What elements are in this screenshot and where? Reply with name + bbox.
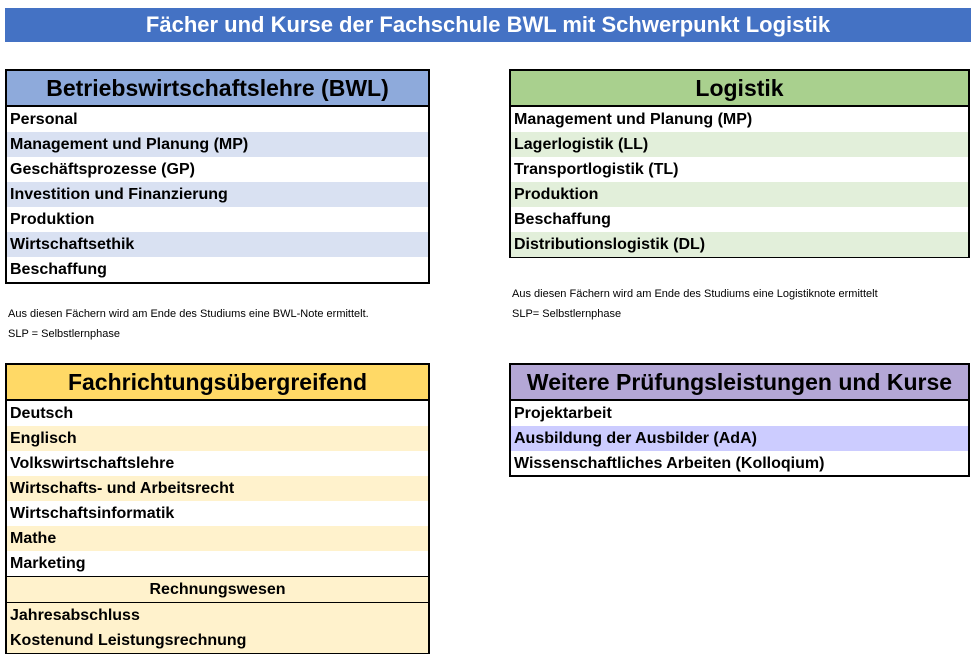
logistik-row: Lagerlogistik (LL) bbox=[511, 132, 968, 157]
bwl-note: Aus diesen Fächern wird am Ende des Studiums eine BWL-Note ermittelt. bbox=[8, 308, 369, 320]
rechnungswesen-subheader: Rechnungswesen bbox=[7, 576, 428, 602]
fach-header: Fachrichtungsübergreifend bbox=[7, 365, 428, 401]
logistik-row: Transportlogistik (TL) bbox=[514, 161, 679, 178]
logistik-row: Distributionslogistik (DL) bbox=[511, 232, 968, 257]
fach-row: Volkswirtschaftslehre bbox=[10, 455, 175, 472]
bwl-header: Betriebswirtschaftslehre (BWL) bbox=[7, 71, 428, 107]
fach-row: Mathe bbox=[7, 526, 428, 551]
logistik-header: Logistik bbox=[511, 71, 968, 107]
bwl-row: Management und Planung (MP) bbox=[7, 132, 428, 157]
fach-table bbox=[5, 363, 430, 654]
logistik-row: Beschaffung bbox=[514, 211, 611, 228]
fach-row: Marketing bbox=[10, 555, 86, 572]
bwl-row: Produktion bbox=[10, 211, 95, 228]
page-title: Fächer und Kurse der Fachschule BWL mit Schwerpunkt Logistik bbox=[5, 8, 971, 42]
logistik-note: Aus diesen Fächern wird am Ende des Studiums eine Logistiknote ermittelt bbox=[512, 288, 878, 300]
fach-row: Wirtschaftsinformatik bbox=[10, 505, 175, 522]
bwl-row: Wirtschaftsethik bbox=[7, 232, 428, 257]
fach-subrow: Jahresabschluss bbox=[7, 602, 428, 628]
logistik-row: Management und Planung (MP) bbox=[514, 111, 753, 128]
weitere-row: Ausbildung der Ausbilder (AdA) bbox=[511, 426, 968, 451]
weitere-header: Weitere Prüfungsleistungen und Kurse bbox=[511, 365, 968, 401]
bwl-slp-note: SLP = Selbstlernphase bbox=[8, 328, 121, 340]
weitere-table bbox=[509, 363, 970, 477]
logistik-table bbox=[509, 69, 970, 258]
weitere-row: Projektarbeit bbox=[514, 405, 612, 422]
fach-subrow: Kostenund Leistungsrechnung bbox=[7, 628, 428, 653]
bwl-table bbox=[5, 69, 430, 284]
logistik-row: Produktion bbox=[511, 182, 968, 207]
bwl-row: Personal bbox=[10, 111, 78, 128]
fach-row: Wirtschafts- und Arbeitsrecht bbox=[7, 476, 428, 501]
bwl-row: Beschaffung bbox=[10, 261, 107, 278]
logistik-slp-note: SLP= Selbstlernphase bbox=[512, 308, 622, 320]
bwl-row: Geschäftsprozesse (GP) bbox=[10, 161, 195, 178]
bwl-row: Investition und Finanzierung bbox=[7, 182, 428, 207]
fach-row: Englisch bbox=[7, 426, 428, 451]
weitere-row: Wissenschaftliches Arbeiten (Kolloqium) bbox=[514, 455, 825, 472]
fach-row: Deutsch bbox=[10, 405, 74, 422]
